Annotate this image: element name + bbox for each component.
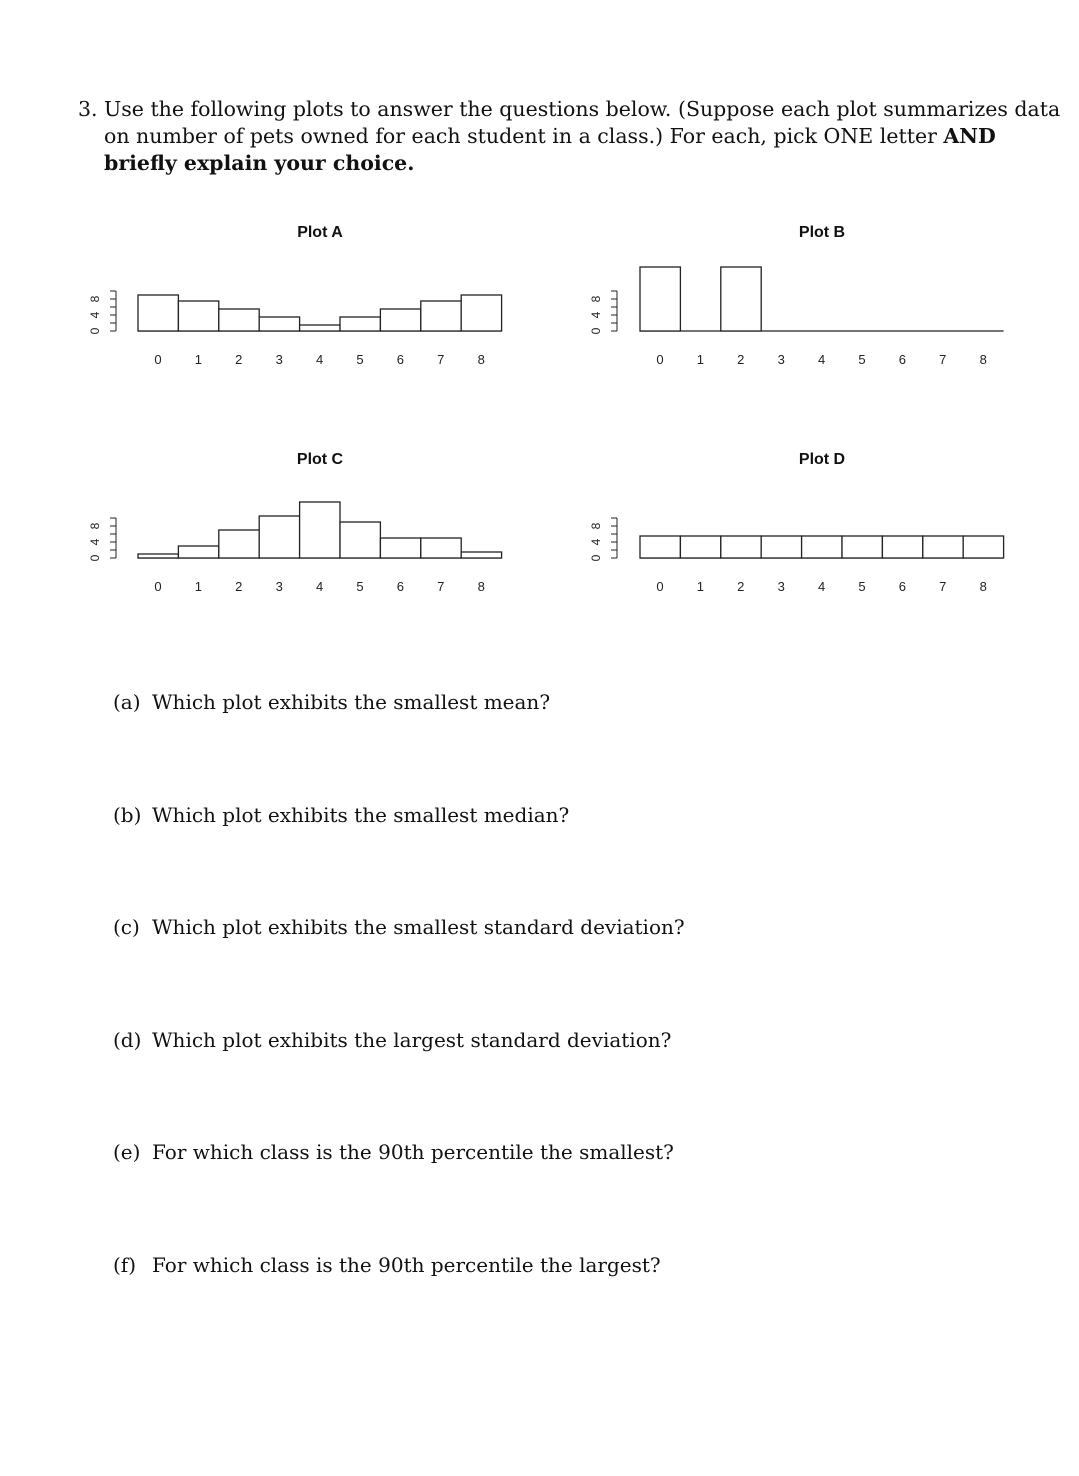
y-tick-label: 0: [589, 327, 604, 335]
x-tick-label: 5: [858, 352, 866, 367]
problem-line-2-bold: AND: [943, 124, 996, 148]
histogram-bar: [640, 536, 680, 558]
plot-title: Plot B: [798, 224, 846, 241]
y-tick-label: 0: [88, 327, 103, 335]
question-f: [113, 1253, 661, 1277]
question-text: Which plot exhibits the smallest mean?: [152, 690, 551, 714]
question-label: (c): [113, 915, 140, 939]
y-tick-label: 4: [88, 538, 103, 546]
x-tick-label: 5: [858, 579, 866, 594]
x-tick-label: 8: [477, 579, 485, 594]
problem-line-2: [104, 123, 996, 150]
histogram-bar: [340, 317, 380, 331]
x-tick-label: 1: [194, 579, 203, 594]
question-label: (f): [113, 1253, 137, 1277]
histogram-bar: [380, 309, 420, 331]
histogram-bar: [219, 309, 259, 331]
x-tick-label: 5: [356, 579, 364, 594]
x-tick-label: 7: [437, 579, 445, 594]
histogram-bar: [680, 536, 720, 558]
x-tick-label: 7: [939, 579, 947, 594]
problem-line-1: Use the following plots to answer the questions below. (Suppose each plot summarizes data: [104, 97, 1061, 121]
x-tick-label: 2: [235, 352, 243, 367]
question-d: [113, 1028, 671, 1052]
x-tick-label: 1: [696, 579, 705, 594]
histogram-bar: [923, 536, 963, 558]
question-e: [113, 1140, 674, 1164]
x-tick-label: 7: [939, 352, 947, 367]
histogram-bar: [138, 295, 178, 331]
x-tick-label: 3: [275, 579, 283, 594]
histogram-bar: [300, 325, 340, 331]
histogram-bar: [842, 536, 882, 558]
histogram-bar: [802, 536, 842, 558]
histogram-bar: [219, 530, 259, 558]
question-label: (b): [113, 803, 142, 827]
question-text: For which class is the 90th percentile the largest?: [152, 1253, 661, 1277]
x-tick-label: 6: [898, 352, 907, 367]
histogram-bar: [340, 522, 380, 558]
question-label: (a): [113, 690, 141, 714]
x-tick-label: 8: [477, 352, 485, 367]
histogram-plots: [0, 200, 1079, 620]
y-tick-label: 8: [88, 295, 103, 303]
x-tick-label: 3: [777, 579, 785, 594]
histogram-bar: [761, 536, 801, 558]
x-tick-label: 6: [898, 579, 907, 594]
x-tick-label: 1: [696, 352, 705, 367]
y-tick-label: 4: [589, 311, 604, 319]
histogram-bar: [259, 317, 299, 331]
y-tick-label: 8: [589, 295, 604, 303]
question-c: [113, 915, 685, 939]
y-tick-label: 4: [88, 311, 103, 319]
plot-title: Plot D: [798, 451, 846, 468]
histogram-bar: [461, 295, 501, 331]
x-tick-label: 3: [275, 352, 283, 367]
question-a: [113, 690, 550, 714]
question-text: For which class is the 90th percentile the smallest?: [152, 1140, 674, 1164]
x-tick-label: 4: [817, 579, 826, 594]
histogram-bar: [421, 301, 461, 331]
question-b: [113, 803, 569, 827]
histogram-bar: [300, 502, 340, 558]
y-tick-label: 4: [589, 538, 604, 546]
y-tick-label: 8: [589, 522, 604, 530]
histogram-bar: [178, 301, 218, 331]
x-tick-label: 4: [315, 352, 324, 367]
histogram-bar: [259, 516, 299, 558]
histogram-bar: [640, 267, 680, 331]
problem-line-2-text: on number of pets owned for each student in a class.) For each, pick ONE letter: [104, 124, 944, 148]
x-tick-label: 8: [979, 352, 987, 367]
histogram-bar: [380, 538, 420, 558]
histogram-bar: [178, 546, 218, 558]
question-label: (e): [113, 1140, 141, 1164]
y-tick-label: 0: [88, 554, 103, 562]
histogram-bar: [882, 536, 922, 558]
x-tick-label: 2: [235, 579, 243, 594]
x-tick-label: 6: [396, 579, 405, 594]
x-tick-label: 4: [315, 579, 324, 594]
x-tick-label: 1: [194, 352, 203, 367]
histogram-bar: [461, 552, 501, 558]
histogram-bar: [721, 536, 761, 558]
histogram-bar: [138, 554, 178, 558]
x-tick-label: 2: [737, 579, 745, 594]
problem-number: 3.: [78, 97, 98, 121]
problem-line-3: briefly explain your choice.: [104, 151, 415, 175]
histogram-bar: [963, 536, 1003, 558]
question-text: Which plot exhibits the smallest median?: [152, 803, 570, 827]
x-tick-label: 0: [656, 352, 664, 367]
question-text: Which plot exhibits the smallest standard deviation?: [152, 915, 685, 939]
x-tick-label: 5: [356, 352, 364, 367]
x-tick-label: 7: [437, 352, 445, 367]
plot-title: Plot A: [297, 224, 343, 241]
x-tick-label: 4: [817, 352, 826, 367]
y-tick-label: 0: [589, 554, 604, 562]
plot-title: Plot C: [296, 451, 344, 468]
histogram-bar: [721, 267, 761, 331]
x-tick-label: 2: [737, 352, 745, 367]
question-text: Which plot exhibits the largest standard deviation?: [152, 1028, 672, 1052]
x-tick-label: 0: [656, 579, 664, 594]
x-tick-label: 6: [396, 352, 405, 367]
question-label: (d): [113, 1028, 142, 1052]
x-tick-label: 8: [979, 579, 987, 594]
x-tick-label: 3: [777, 352, 785, 367]
y-tick-label: 8: [88, 522, 103, 530]
x-tick-label: 0: [154, 579, 162, 594]
histogram-bar: [421, 538, 461, 558]
x-tick-label: 0: [154, 352, 162, 367]
